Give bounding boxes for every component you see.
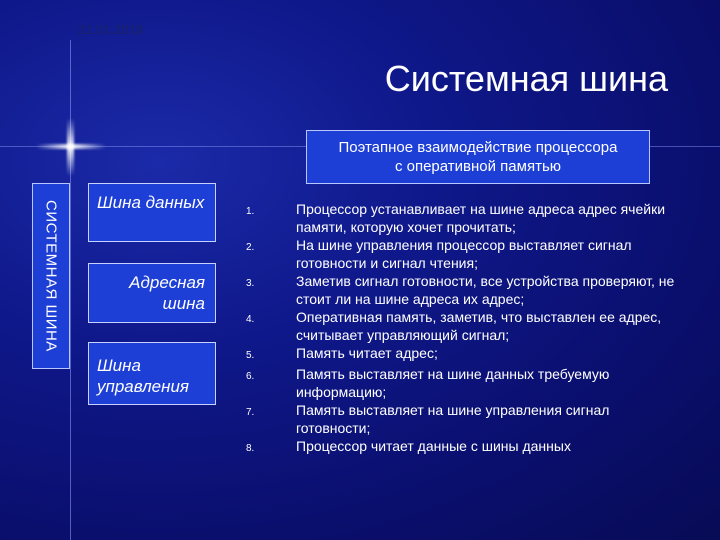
steps-list (246, 200, 676, 458)
control-bus-box: Шина управления (88, 342, 216, 405)
step-item (246, 365, 676, 401)
step-text: Память читает адрес; (296, 345, 438, 361)
step-number: 6. (246, 371, 255, 382)
step-item (246, 236, 676, 272)
step-number: 4. (246, 314, 255, 325)
slide-title: Системная шина (384, 58, 668, 99)
address-bus-box: Адресная шина (88, 263, 216, 323)
decor-vertical-line (70, 40, 71, 540)
step-item (246, 272, 676, 308)
step-item (246, 344, 676, 365)
decor-light-flare-horizontal (36, 144, 106, 149)
step-item (246, 401, 676, 437)
step-number: 1. (246, 206, 255, 217)
step-item (246, 308, 676, 344)
step-number: 7. (246, 407, 255, 418)
slide-date: 21.01.2018 (78, 22, 144, 37)
step-number: 8. (246, 443, 255, 454)
step-number: 3. (246, 278, 255, 289)
step-number: 5. (246, 350, 255, 361)
step-text: Память выставляет на шине управления сигнал готовности; (296, 402, 610, 436)
data-bus-box: Шина данных (88, 183, 216, 242)
step-text: Оперативная память, заметив, что выставлен ее адрес, считывает управляющий сигнал; (296, 309, 662, 343)
step-item (246, 437, 676, 458)
step-text: Процессор читает данные с шины данных (296, 438, 571, 454)
step-text: Заметив сигнал готовности, все устройства проверяют, не стоит ли на шине адреса их адрес; (296, 273, 675, 307)
step-text: Память выставляет на шине данных требуемую информацию; (296, 366, 610, 400)
subtitle-box: Поэтапное взаимодействие процессора с оперативной памятью (306, 130, 650, 184)
step-number: 2. (246, 242, 255, 253)
system-bus-label: СИСТЕМНАЯ ШИНА (42, 200, 60, 352)
step-text: На шине управления процессор выставляет сигнал готовности и сигнал чтения; (296, 237, 632, 271)
step-item (246, 200, 676, 236)
step-text: Процессор устанавливает на шине адреса адрес ячейки памяти, которую хочет прочитать; (296, 201, 666, 235)
system-bus-box (32, 183, 70, 369)
